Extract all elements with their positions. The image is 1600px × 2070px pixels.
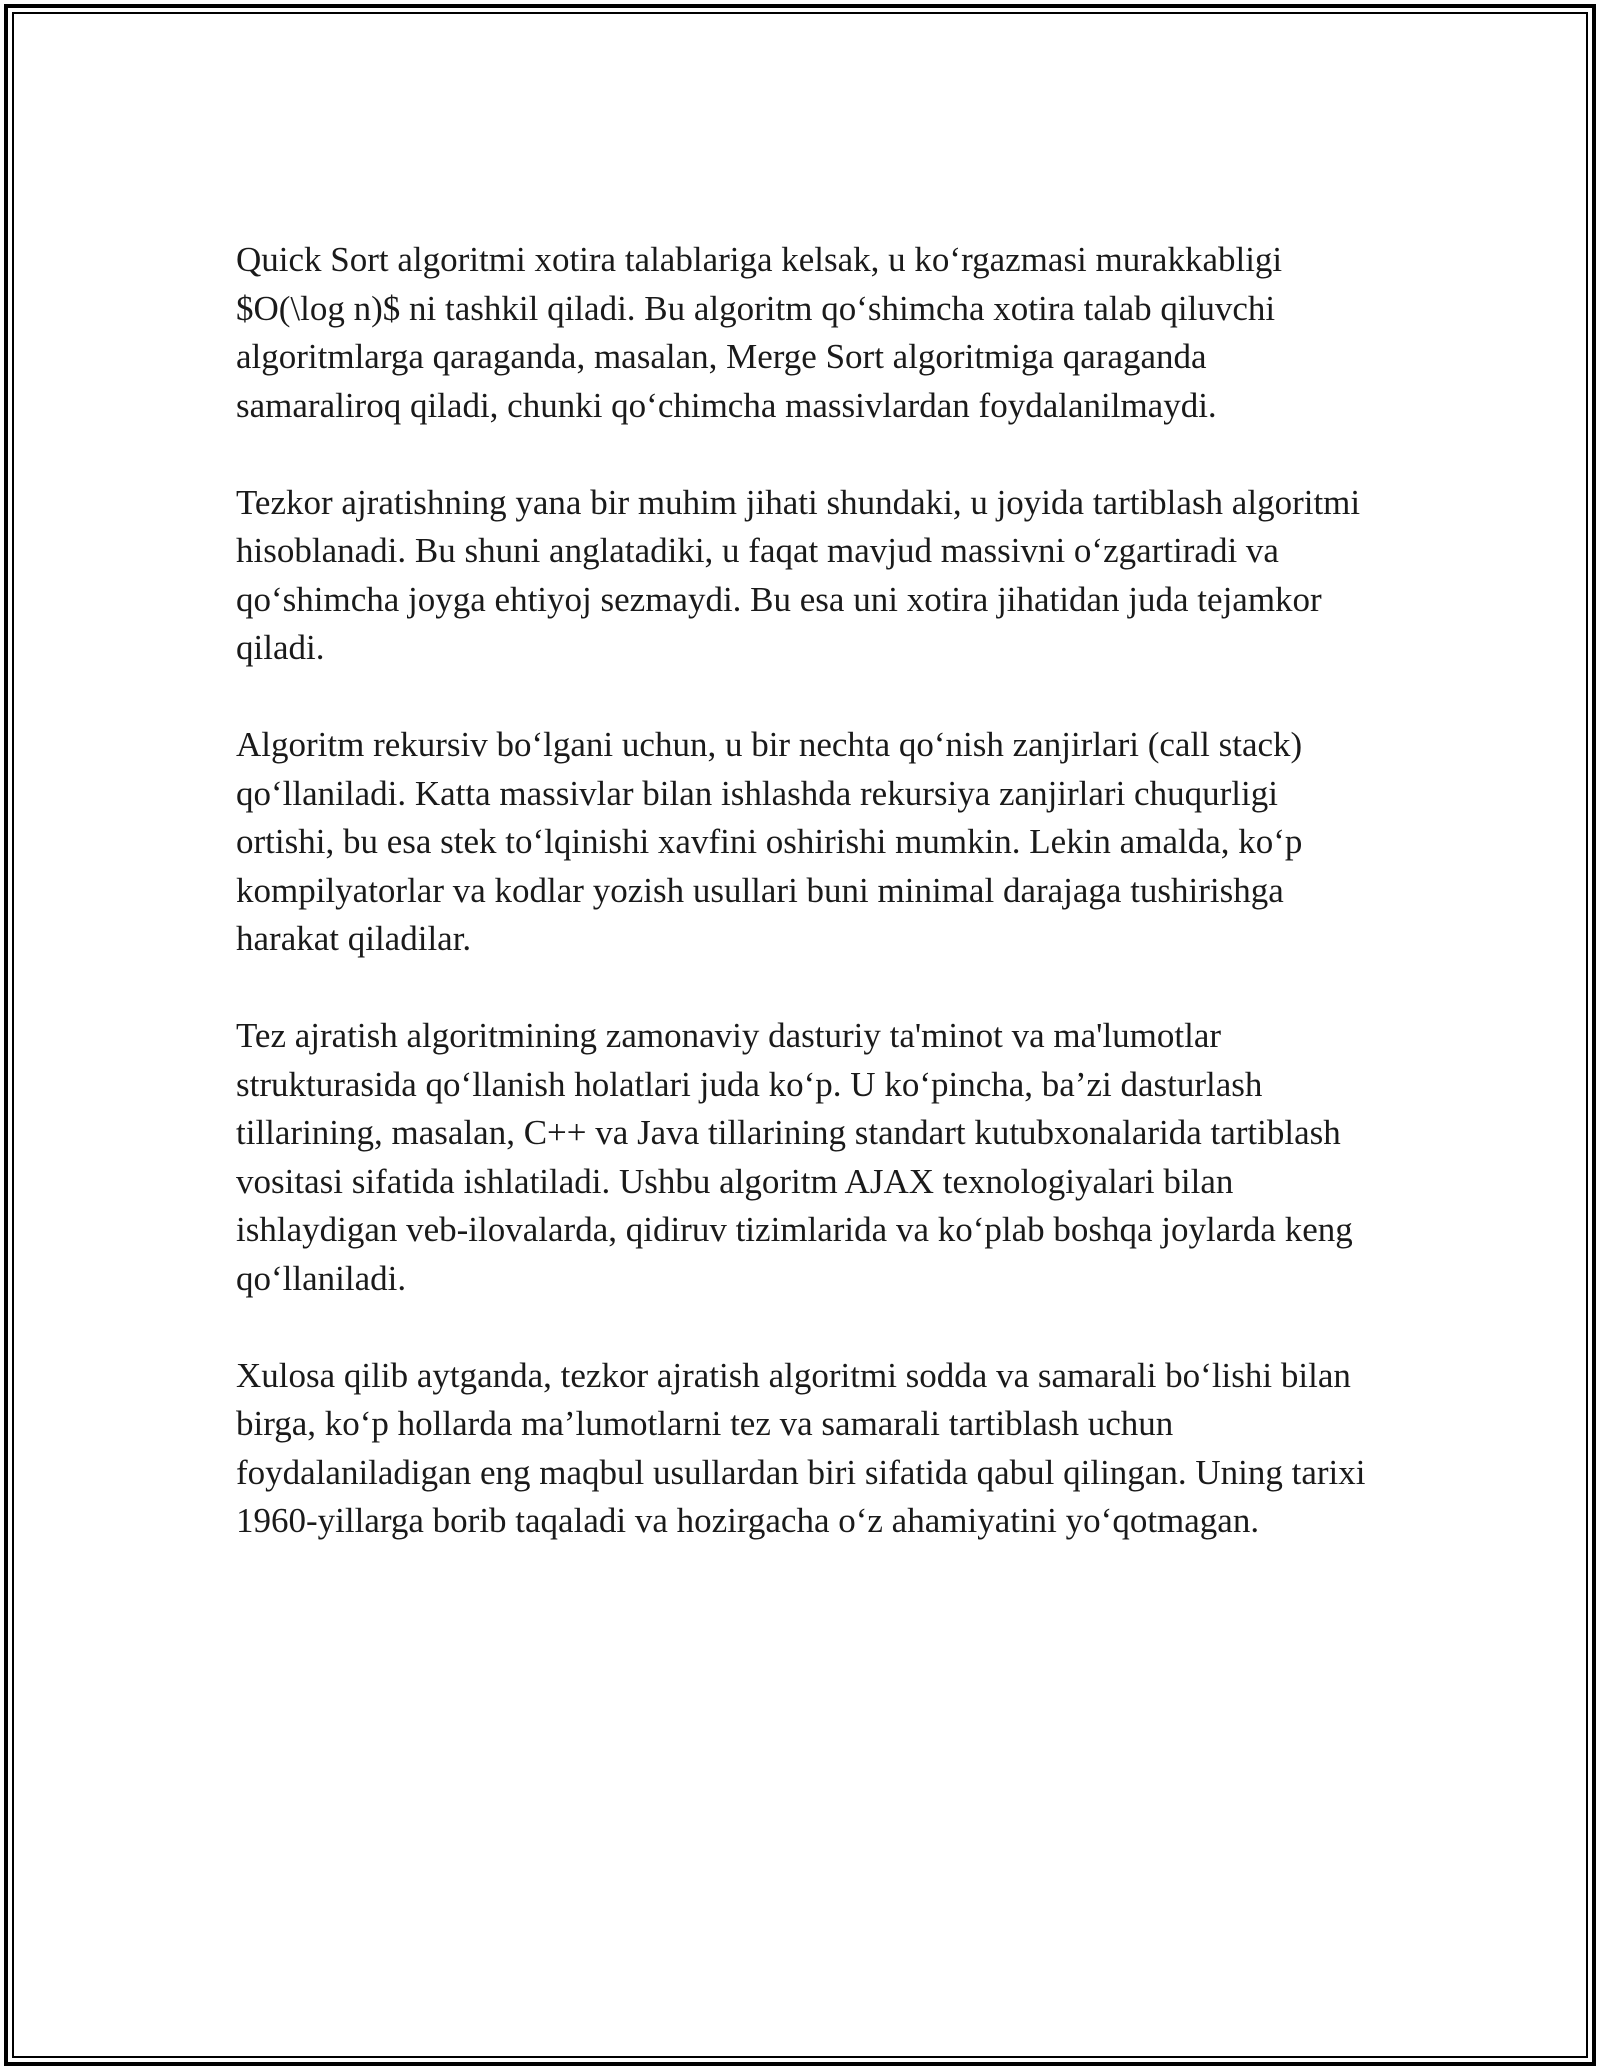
paragraph-recursion-call-stack: Algoritm rekursiv bo‘lgani uchun, u bir nechta qo‘nish zanjirlari (call stack) qo‘llaniladi. Katta massivlar bilan ishlashda rekursiya zanjirlari chuqurligi ortishi, bu esa stek to‘lqinishi xavfini oshirishi mumkin. Lekin amalda, ko‘p kompilyatorlar va kodlar yozish usullari buni minimal darajaga tushirishga harakat qiladilar. bbox=[236, 725, 1303, 958]
document-body bbox=[236, 236, 1366, 1594]
paragraph-applications: Tez ajratish algoritmining zamonaviy dasturiy ta'minot va ma'lumotlar strukturasida qo‘llanish holatlari juda ko‘p. U ko‘pincha, ba’zi dasturlash tillarining, masalan, C++ va Java tillarining standart kutubxonalarida tartiblash vositasi sifatida ishlatiladi. Ushbu algoritm AJAX texnologiyalari bilan ishlaydigan veb-ilovalarda, qidiruv tizimlarida va ko‘plab boshqa joylarda keng qo‘llaniladi. bbox=[236, 1016, 1353, 1298]
paragraph-in-place-sorting: Tezkor ajratishning yana bir muhim jihati shundaki, u joyida tartiblash algoritmi hisoblanadi. Bu shuni anglatadiki, u faqat mavjud massivni o‘zgartiradi va qo‘shimcha joyga ehtiyoj sezmaydi. Bu esa uni xotira jihatidan juda tejamkor qiladi. bbox=[236, 482, 1361, 667]
paragraph-conclusion: Xulosa qilib aytganda, tezkor ajratish algoritmi sodda va samarali bo‘lishi bilan birga, ko‘p hollarda ma’lumotlarni tez va samarali tartiblash uchun foydalaniladigan eng maqbul usullardan biri sifatida qabul qilingan. Uning tarixi 1960-yillarga borib taqaladi va hozirgacha o‘z ahamiyatini yo‘qotmagan. bbox=[236, 1355, 1366, 1540]
paragraph-memory-complexity: Quick Sort algoritmi xotira talablariga kelsak, u ko‘rgazmasi murakkabligi $O(\log n)$ ni tashkil qiladi. Bu algoritm qo‘shimcha xotira talab qiluvchi algoritmlarga qaraganda, masalan, Merge Sort algoritmiga qaraganda samaraliroq qiladi, chunki qo‘chimcha massivlardan foydalanilmaydi. bbox=[236, 240, 1283, 425]
